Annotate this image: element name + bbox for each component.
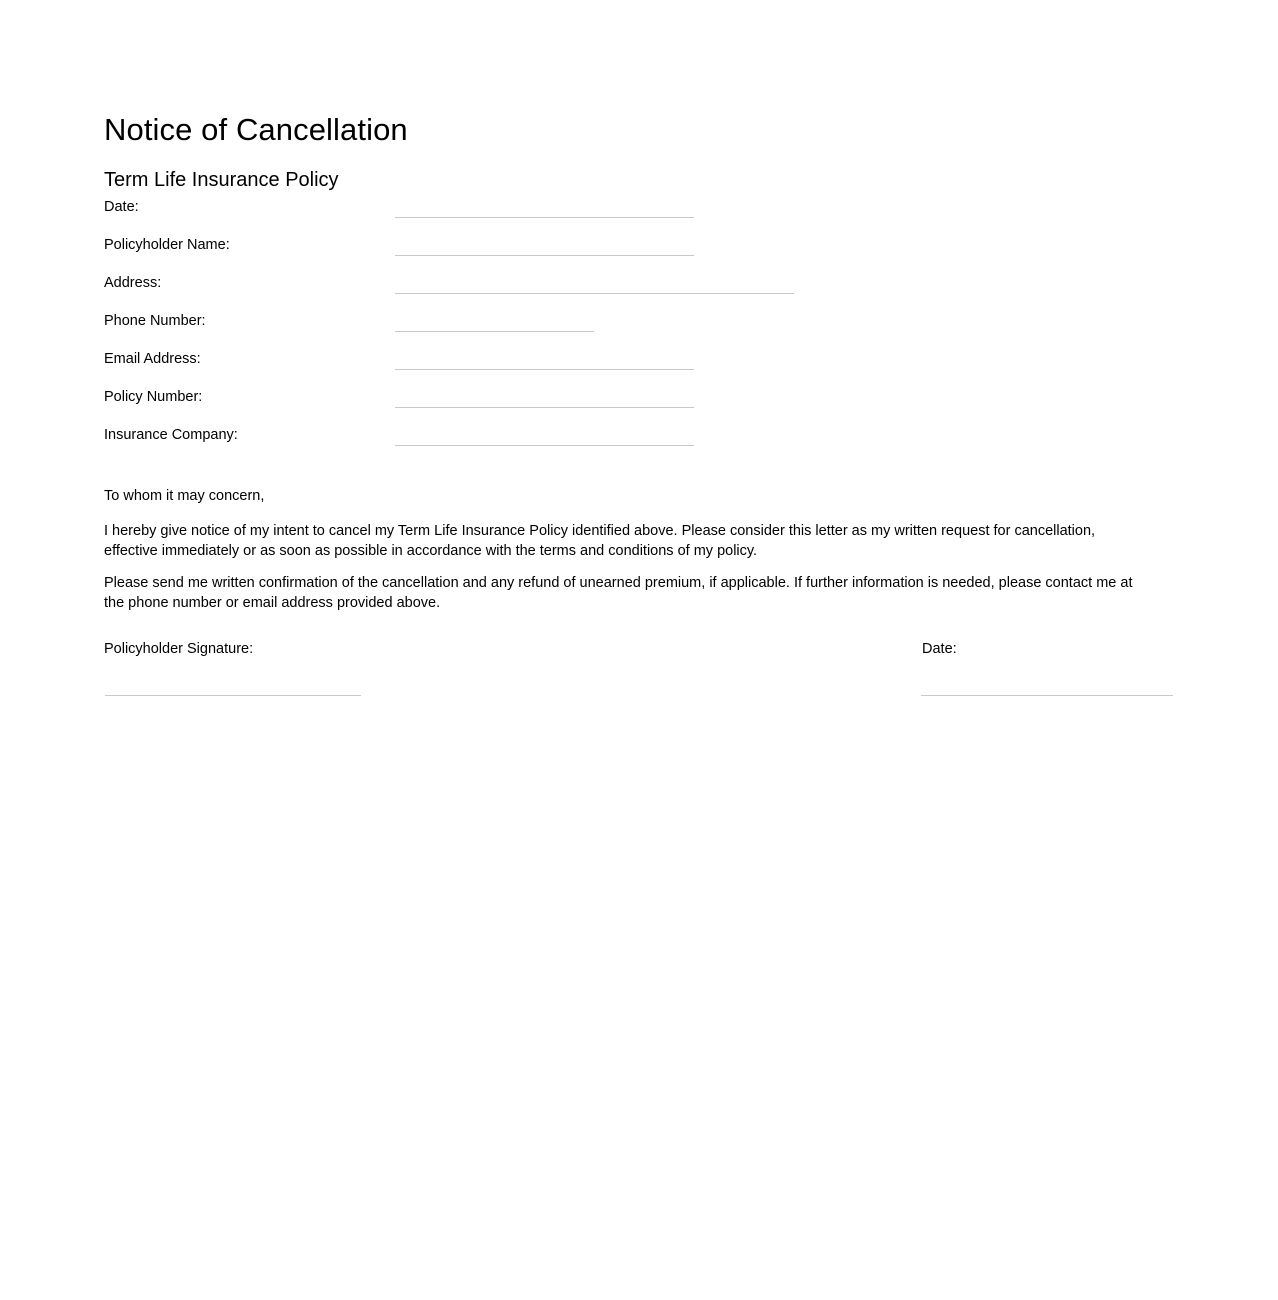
- field-row-date: [104, 196, 1174, 234]
- field-row-email-address: [104, 348, 1174, 386]
- signature-input[interactable]: [105, 695, 361, 696]
- field-label-insurance-company: Insurance Company:: [104, 427, 238, 443]
- field-row-address: [104, 272, 1174, 310]
- field-row-policy-number: [104, 386, 1174, 424]
- field-row-policyholder-name: [104, 234, 1174, 272]
- page-title: Notice of Cancellation: [104, 111, 408, 147]
- signature-label: Policyholder Signature:: [104, 641, 254, 657]
- field-row-insurance-company: [104, 424, 1174, 462]
- signature-date-label: Date:: [922, 641, 957, 657]
- field-input-insurance-company[interactable]: [395, 445, 694, 446]
- field-input-email-address[interactable]: [395, 369, 694, 370]
- salutation-text: To whom it may concern,: [104, 487, 265, 504]
- field-label-address: Address:: [104, 275, 162, 291]
- form-fields: [104, 196, 1174, 462]
- signature-block: [104, 640, 1174, 700]
- field-input-policy-number[interactable]: [395, 407, 694, 408]
- field-label-policyholder-name: Policyholder Name:: [104, 237, 230, 253]
- field-label-date: Date:: [104, 199, 139, 215]
- field-input-date[interactable]: [395, 217, 694, 218]
- field-label-email-address: Email Address:: [104, 351, 201, 367]
- field-input-policyholder-name[interactable]: [395, 255, 694, 256]
- field-input-address[interactable]: [395, 293, 794, 294]
- field-row-phone-number: [104, 310, 1174, 348]
- body-paragraph-1: I hereby give notice of my intent to cancel my Term Life Insurance Policy identified above. Please consider this letter as my written request for cancellation, effective immediately or as soon as possible in accordance with the terms and conditions of my policy.: [104, 522, 1096, 559]
- field-label-policy-number: Policy Number:: [104, 389, 203, 405]
- document-subtitle: Term Life Insurance Policy: [104, 168, 339, 191]
- signature-date-input[interactable]: [921, 695, 1173, 696]
- field-input-phone-number[interactable]: [395, 331, 594, 332]
- field-label-phone-number: Phone Number:: [104, 313, 206, 329]
- body-paragraph-2: Please send me written confirmation of the cancellation and any refund of unearned premium, if applicable. If further information is needed, please contact me at the phone number or email address provided above.: [104, 574, 1133, 611]
